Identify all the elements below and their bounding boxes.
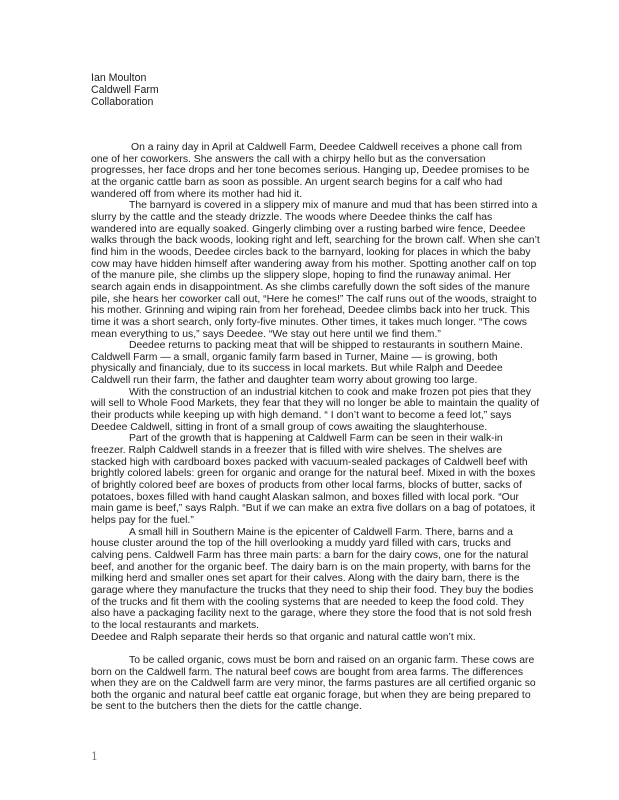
text-line: pile, she hears her coworker call out, “Here he comes!” The calf runs out of the woods, straight to [91,293,537,305]
text-line: both the organic and natural beef cattle eat organic forage, but when they are being prepared to [91,689,531,701]
text-line: The barnyard is covered in a slippery mix of manure and mud that has been stirred into a [129,200,538,212]
author-name: Ian Moulton [91,72,147,84]
text-line: freezer. Ralph Caldwell stands in a freezer that is filled with wire shelves. The shelves are [91,445,503,457]
text-line: milking herd and smaller ones set apart for their calves. Along with the dairy barn, there is the [91,573,520,585]
text-line: also have a packaging facility next to the garage, where they store the food that is not sold fresh [91,608,532,620]
text-line: On a rainy day in April at Caldwell Farm, Deedee Caldwell receives a phone call from [131,142,522,153]
text-line: mean everything to us,” says Deedee. “We stay out here until we find them.” [91,328,441,340]
text-line: of the manure pile, she climbs up the slippery slope, hoping to find the runaway animal. Her [91,270,511,282]
text-line: main game is beef,” says Ralph. “But if we can make an extra five dollars on a bag of potatoes, it [91,503,536,515]
text-line: Deedee Caldwell, sitting in front of a small group of cows awaiting the slaughterhouse. [91,421,488,433]
paragraph-gap [91,643,540,655]
document-body [91,142,540,713]
text-line: Caldwell Farm — a small, organic family farm based in Turner, Maine — is growing, both [91,351,498,363]
text-line: cow may have hidden himself after wandering away from his mother. Spotting another calf on top [91,258,537,270]
text-line: will sell to Whole Food Markets, they fear that they will no longer be able to maintain the quality of [91,398,540,410]
text-line: brightly colored labels: green for organic and orange for the natural beef. Mixed in with the boxes [91,468,536,480]
text-line: house cluster around the top of the hill overlooking a muddy yard filled with cars, trucks and [91,538,511,550]
text-line: potatoes, boxes filled with hand caught Alaskan salmon, and boxes filled with local pork. “Our [91,491,519,503]
text-line: his mother. Grinning and wiping rain from her forehead, Deedee climbs back into her truck. This [91,305,530,317]
text-line: to the local restaurants and markets. [91,619,260,631]
text-line: helps pay for the fuel.” [91,515,194,526]
text-line: To be called organic, cows must be born and raised on an organic farm. These cows are [129,654,535,666]
text-line: Deedee returns to packing meat that will be shipped to restaurants in southern Maine. [129,340,523,352]
text-line: stacked high with cardboard boxes packed with vacuum-sealed packages of Caldwell beef with [91,456,528,468]
text-line: Deedee and Ralph separate their herds so that organic and natural cattle won’t mix. [91,631,476,643]
text-line: be sent to the butchers then the diets for the cattle change. [91,701,362,713]
text-line: when they are on the Caldwell farm are very minor, the farms pastures are all certified organic so [91,678,536,690]
text-line: With the construction of an industrial kitchen to cook and make frozen pot pies that they [129,386,531,398]
text-line: Caldwell run their farm, the father and daughter team worry about growing too large. [91,375,478,387]
text-line: walks through the back woods, looking right and left, searching for the brown calf. When she can’t [91,235,540,247]
paragraph [91,340,540,387]
text-line: of brightly colored beef are boxes of products from other local farms, blocks of butter, sacks of [91,480,522,492]
paragraph [91,655,540,713]
text-line: A small hill in Southern Maine is the epicenter of Caldwell Farm. There, barns and a [129,526,513,538]
paragraph [91,387,540,434]
text-line: at the organic cattle barn as soon as possible. An urgent search begins for a calf who had [91,176,503,188]
text-line: Part of the growth that is happening at Caldwell Farm can be seen in their walk-in [129,433,503,445]
document-title: Caldwell Farm [91,84,159,96]
page-number: 1 [91,750,98,763]
course-name: Collaboration [91,96,154,108]
text-line: their products while keeping up with high demand. “ I don’t want to become a feed lot,” says [91,410,512,422]
text-line: wandered into are equally soaked. Gingerly climbing over a rusting barbed wire fence, Deedee [91,223,526,235]
text-line: search again ends in disappointment. As she climbs carefully down the soft sides of the manure [91,281,530,293]
text-line: calving pens. Caldwell Farm has three main parts: a barn for the dairy cows, one for the natural [91,549,529,561]
text-line: garage where they manufacture the trucks that they need to ship their food. They buy the bodies [91,584,534,596]
paragraph [91,632,540,644]
paragraph [91,527,540,632]
text-line: find him in the woods, Deedee circles back to the barnyard, looking for places in which the baby [91,246,531,258]
text-line: one of her coworkers. She answers the call with a chirpy hello but as the conversation [91,153,486,165]
document-header [91,72,159,108]
text-line: time it was a short search, only forty-five minutes. Other times, it takes much longer. “The cows [91,316,527,328]
text-line: of the trucks and fit them with the cooling systems that are needed to keep the food cold. They [91,596,525,608]
text-line: physically and financialy, due to its success in local markets. But while Ralph and Deedee [91,363,503,375]
paragraph [91,433,540,526]
paragraph [91,200,540,340]
text-line: wandered off from where its mother had hid it. [91,188,303,200]
text-line: beef, and another for the organic beef. The dairy barn is on the main property, with barns for the [91,561,531,573]
text-line: progresses, her face drops and her tone becomes serious. Hanging up, Deedee promises to be [91,165,530,177]
text-line: slurry by the cattle and the steady drizzle. The woods where Deedee thinks the calf has [91,211,493,223]
text-line: born on the Caldwell farm. The natural beef cows are bought from area farms. The differences [91,666,524,678]
paragraph [91,142,540,200]
